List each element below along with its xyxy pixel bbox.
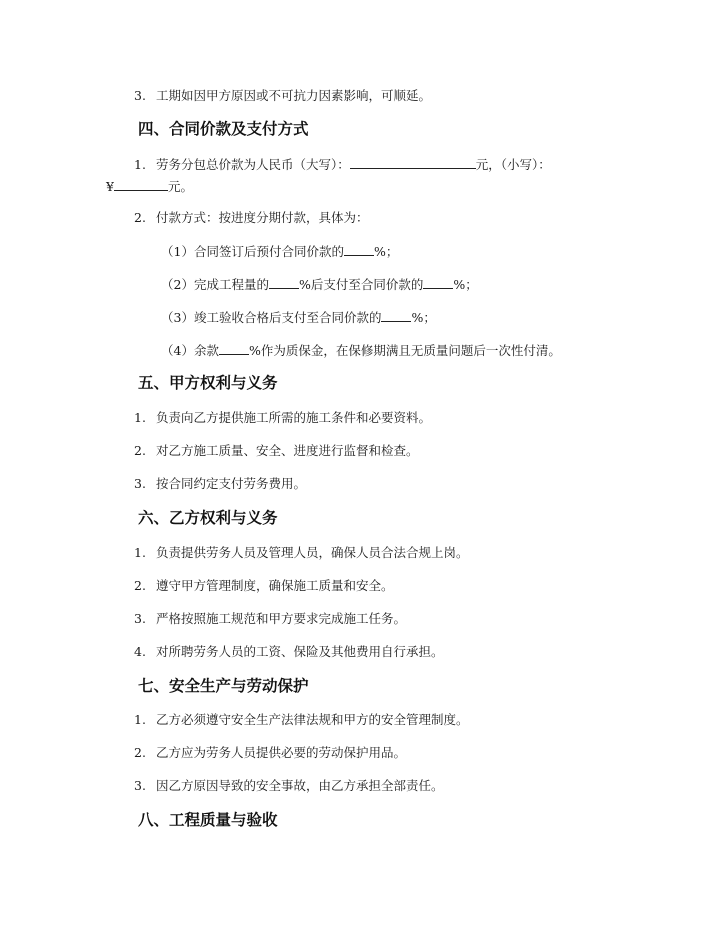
- item-number: 3.: [134, 88, 146, 103]
- sub-item-text: （2）完成工程量的: [161, 277, 269, 292]
- item-text: 负责向乙方提供施工所需的施工条件和必要资料。: [156, 410, 432, 425]
- payment-sub-item-2: [161, 276, 478, 293]
- list-item: [134, 778, 444, 794]
- item-number: 1.: [134, 410, 146, 425]
- yen-symbol: ¥: [106, 179, 114, 194]
- sub-item-text: %后支付至合同价款的: [298, 277, 424, 292]
- list-item: [134, 410, 431, 426]
- item-number: 2.: [134, 745, 146, 760]
- paragraph-item-3: [134, 88, 431, 104]
- list-item: [134, 745, 406, 761]
- price-small-blank[interactable]: [114, 178, 168, 191]
- retention-percent-blank[interactable]: [219, 342, 249, 355]
- item-number: 3.: [134, 611, 146, 626]
- sub-item-text: （4）余款: [161, 343, 219, 358]
- item-text: 对乙方施工质量、安全、进度进行监督和检查。: [156, 443, 419, 458]
- item-number: 3.: [134, 476, 146, 491]
- paragraph-payment-method: [134, 210, 369, 226]
- advance-percent-blank[interactable]: [344, 243, 374, 256]
- list-item: [134, 644, 444, 660]
- item-number: 2.: [134, 443, 146, 458]
- section-heading-4: 四、合同价款及支付方式: [138, 120, 309, 138]
- price-unit: 元。: [167, 179, 193, 194]
- item-text: 因乙方原因导致的安全事故，由乙方承担全部责任。: [156, 778, 444, 793]
- item-text: 严格按照施工规范和甲方要求完成施工任务。: [156, 611, 407, 626]
- acceptance-percent-blank[interactable]: [381, 309, 411, 322]
- payment-sub-item-4: [161, 342, 561, 359]
- section-heading-7: 七、安全生产与劳动保护: [138, 677, 309, 695]
- price-capital-blank[interactable]: [350, 156, 476, 169]
- item-text: 付款方式：按进度分期付款，具体为：: [156, 210, 369, 225]
- list-item: [134, 476, 306, 492]
- price-label-small: 元，（小写）：: [475, 157, 551, 172]
- list-item: [134, 545, 469, 561]
- list-item: [134, 578, 394, 594]
- paragraph-price-continued: [106, 178, 193, 195]
- percent-suffix: %；: [453, 277, 478, 292]
- percent-suffix: %；: [373, 244, 399, 259]
- item-number: 1.: [134, 712, 146, 727]
- payment-sub-item-3: [161, 309, 436, 326]
- item-text: 工期如因甲方原因或不可抗力因素影响，可顺延。: [156, 88, 432, 103]
- payment-sub-item-1: [161, 243, 398, 260]
- item-text: 按合同约定支付劳务费用。: [156, 476, 307, 491]
- sub-item-text: （3）竣工验收合格后支付至合同价款的: [161, 310, 382, 325]
- percent-suffix: %；: [411, 310, 436, 325]
- item-number: 4.: [134, 644, 146, 659]
- item-number: 3.: [134, 778, 146, 793]
- section-heading-8: 八、工程质量与验收: [138, 811, 278, 829]
- progress-percent-blank[interactable]: [423, 276, 453, 289]
- paragraph-price: [134, 156, 551, 173]
- list-item: [134, 712, 469, 728]
- price-label-capital: 劳务分包总价款为人民币（大写）：: [156, 157, 350, 172]
- item-number: 2.: [134, 578, 146, 593]
- item-text: 乙方必须遵守安全生产法律法规和甲方的安全管理制度。: [156, 712, 469, 727]
- item-number: 1.: [134, 545, 146, 560]
- item-text: 负责提供劳务人员及管理人员，确保人员合法合规上岗。: [156, 545, 469, 560]
- sub-item-text: %作为质保金，在保修期满且无质量问题后一次性付清。: [248, 343, 561, 358]
- section-heading-6: 六、乙方权利与义务: [138, 509, 278, 527]
- item-text: 乙方应为劳务人员提供必要的劳动保护用品。: [156, 745, 407, 760]
- item-text: 遵守甲方管理制度，确保施工质量和安全。: [156, 578, 394, 593]
- sub-item-text: （1）合同签订后预付合同价款的: [161, 244, 344, 259]
- list-item: [134, 611, 406, 627]
- item-number: 1.: [134, 157, 146, 172]
- item-number: 2.: [134, 210, 146, 225]
- item-text: 对所聘劳务人员的工资、保险及其他费用自行承担。: [156, 644, 444, 659]
- workload-percent-blank[interactable]: [269, 276, 299, 289]
- section-heading-5: 五、甲方权利与义务: [138, 374, 278, 392]
- list-item: [134, 443, 419, 459]
